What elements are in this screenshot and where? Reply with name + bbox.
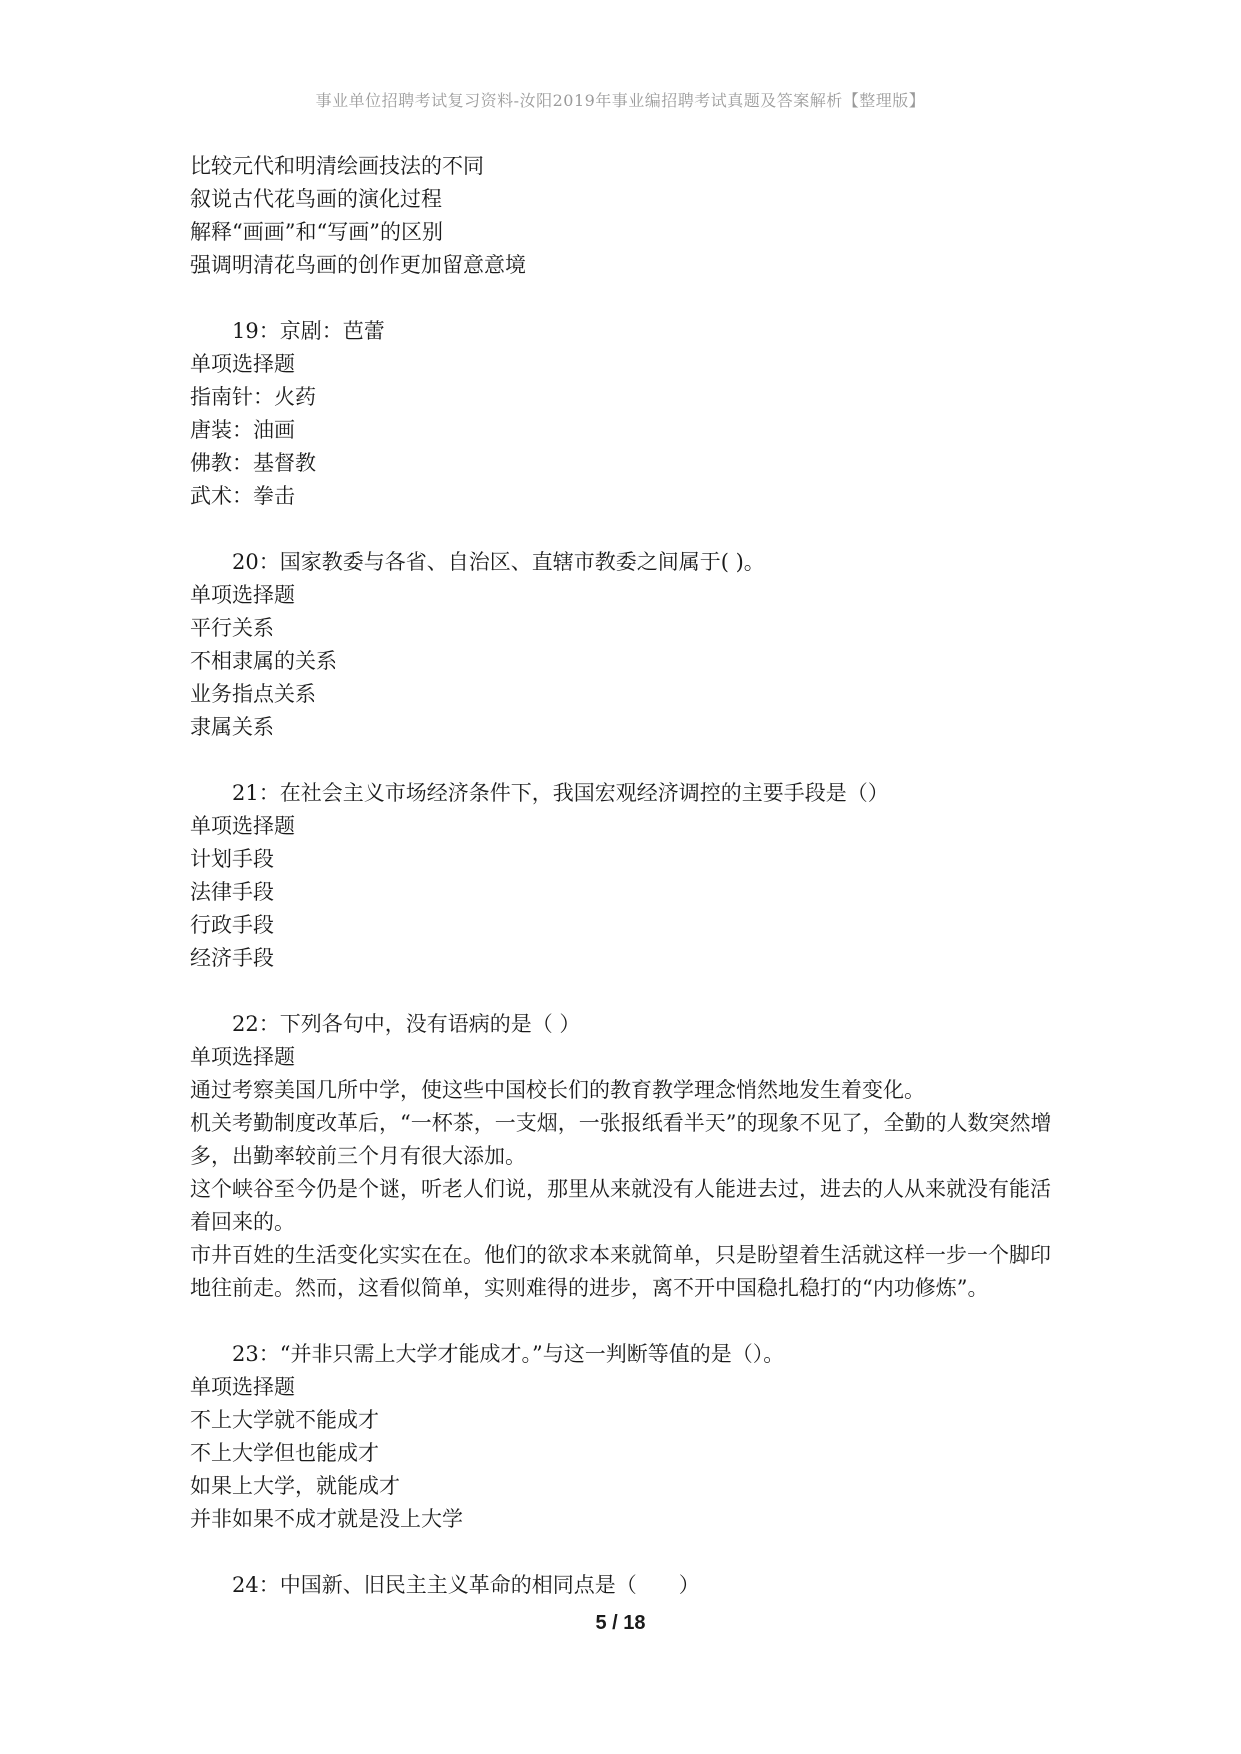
question-type: 单项选择题 bbox=[190, 814, 295, 838]
option-text: 机关考勤制度改革后，“一杯茶，一支烟，一张报纸看半天”的现象不见了，全勤的人数突然增多，出勤率较前三个月有很大添加。 bbox=[190, 1111, 1052, 1168]
question-title: 22：下列各句中，没有语病的是（ ） bbox=[232, 1012, 581, 1036]
option-text: 唐装：油画 bbox=[190, 418, 295, 442]
option-text: 解释“画画”和“写画”的区别 bbox=[190, 220, 443, 244]
option-text: 平行关系 bbox=[190, 616, 274, 640]
question-20 bbox=[190, 546, 1070, 744]
question-type: 单项选择题 bbox=[190, 583, 295, 607]
option-text: 强调明清花鸟画的创作更加留意意境 bbox=[190, 253, 526, 277]
question-19 bbox=[190, 315, 1070, 513]
page-number: 5 / 18 bbox=[595, 1612, 646, 1634]
option-text: 这个峡谷至今仍是个谜，听老人们说，那里从来就没有人能进去过，进去的人从来就没有能活着回来的。 bbox=[190, 1177, 1051, 1234]
question-title: 24：中国新、旧民主主义革命的相同点是（ ） bbox=[232, 1573, 700, 1597]
option-text: 行政手段 bbox=[190, 913, 274, 937]
option-text: 并非如果不成才就是没上大学 bbox=[190, 1507, 463, 1531]
option-text: 不相隶属的关系 bbox=[190, 649, 337, 673]
question-title: 23：“并非只需上大学才能成才。”与这一判断等值的是（）。 bbox=[232, 1342, 785, 1366]
question-type: 单项选择题 bbox=[190, 1045, 295, 1069]
option-text: 计划手段 bbox=[190, 847, 274, 871]
option-text: 经济手段 bbox=[190, 946, 274, 970]
previous-question-options bbox=[190, 150, 1070, 282]
option-text: 指南针：火药 bbox=[190, 385, 316, 409]
question-title: 20：国家教委与各省、自治区、直辖市教委之间属于( )。 bbox=[232, 550, 765, 574]
question-title: 19：京剧：芭蕾 bbox=[232, 319, 385, 343]
option-text: 法律手段 bbox=[190, 880, 274, 904]
option-text: 业务指点关系 bbox=[190, 682, 316, 706]
option-text: 如果上大学，就能成才 bbox=[190, 1474, 400, 1498]
page-header: 事业单位招聘考试复习资料-汝阳2019年事业编招聘考试真题及答案解析【整理版】 bbox=[315, 91, 926, 110]
question-23 bbox=[190, 1338, 1070, 1536]
option-text: 通过考察美国几所中学，使这些中国校长们的教育教学理念悄然地发生着变化。 bbox=[190, 1078, 925, 1102]
question-title: 21：在社会主义市场经济条件下，我国宏观经济调控的主要手段是（） bbox=[232, 781, 889, 805]
option-text: 叙说古代花鸟画的演化过程 bbox=[190, 187, 442, 211]
option-text: 比较元代和明清绘画技法的不同 bbox=[190, 154, 484, 178]
option-text: 隶属关系 bbox=[190, 715, 274, 739]
option-text: 武术：拳击 bbox=[190, 484, 295, 508]
question-type: 单项选择题 bbox=[190, 1375, 295, 1399]
question-22 bbox=[190, 1008, 1070, 1305]
question-24 bbox=[190, 1569, 1070, 1602]
option-text: 市井百姓的生活变化实实在在。他们的欲求本来就简单，只是盼望着生活就这样一步一个脚印地往前走。然而，这看似简单，实则难得的进步，离不开中国稳扎稳打的“内功修炼”。 bbox=[190, 1243, 1051, 1300]
question-21 bbox=[190, 777, 1070, 975]
option-text: 不上大学但也能成才 bbox=[190, 1441, 379, 1465]
option-text: 佛教：基督教 bbox=[190, 451, 316, 475]
document-body bbox=[190, 150, 1070, 1635]
question-type: 单项选择题 bbox=[190, 352, 295, 376]
option-text: 不上大学就不能成才 bbox=[190, 1408, 379, 1432]
